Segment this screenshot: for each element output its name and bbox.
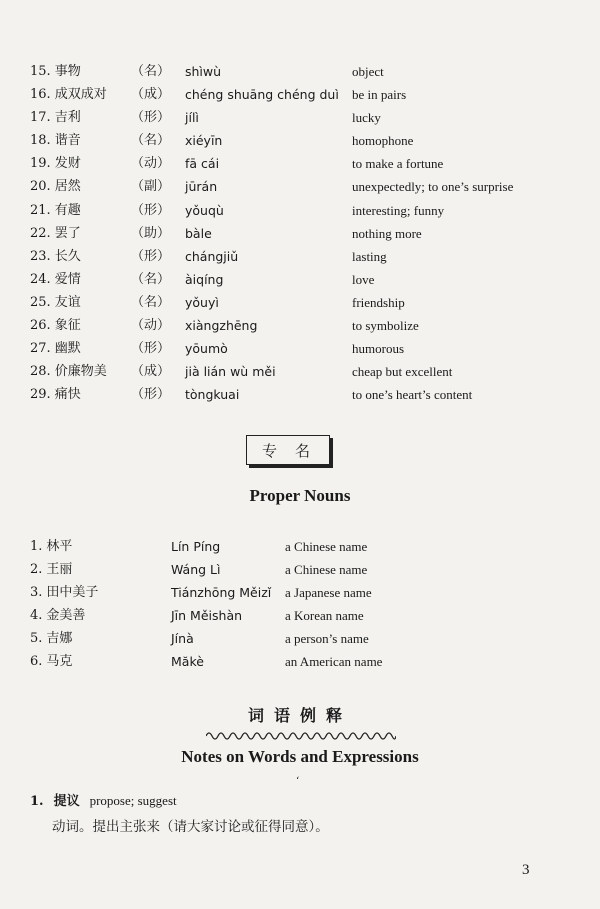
vocab-number-word: [30, 106, 81, 129]
vocab-number: 29.: [30, 387, 51, 403]
proper-noun-definition: a Chinese name: [285, 539, 368, 554]
proper-noun-word: 马克: [46, 654, 73, 670]
vocab-row: [0, 383, 600, 406]
vocab-word: 幽默: [54, 341, 81, 357]
vocab-number: 15.: [30, 64, 51, 79]
vocab-part-of-speech: （名）: [131, 64, 171, 79]
proper-noun-number-word: [30, 604, 85, 627]
proper-noun-number-word: [30, 627, 72, 650]
vocab-number-word: [30, 129, 81, 152]
vocab-number: 21.: [30, 202, 51, 218]
vocab-word: 爱情: [54, 271, 81, 287]
vocab-definition: object: [352, 64, 384, 79]
proper-nouns-list: [0, 535, 600, 674]
proper-noun-word: 吉娜: [46, 631, 73, 647]
vocab-part-of-speech: （形）: [131, 387, 171, 403]
notes-heading-cn: 词语例释: [247, 706, 352, 725]
vocab-number: 19.: [30, 156, 51, 172]
vocab-number: 25.: [30, 294, 51, 310]
proper-noun-number: 4.: [30, 608, 43, 624]
vocab-part-of-speech: （形）: [131, 110, 171, 126]
vocab-number-word: [30, 337, 81, 360]
proper-noun-word: 林平: [46, 539, 73, 554]
vocab-part-of-speech: （形）: [131, 248, 171, 264]
vocab-definition: lasting: [352, 248, 387, 264]
vocab-row: [0, 129, 600, 152]
proper-noun-row: [0, 604, 600, 627]
vocab-number-word: [30, 60, 81, 83]
vocabulary-list: [0, 60, 600, 406]
vocab-number: 28.: [30, 364, 51, 380]
vocab-row: [0, 314, 600, 337]
vocab-part-of-speech: （名）: [131, 133, 171, 149]
vocab-number: 22.: [30, 225, 51, 241]
note-entry-number: 1.: [30, 794, 44, 809]
vocab-number: 26.: [30, 318, 51, 334]
vocab-word: 居然: [54, 179, 81, 195]
proper-noun-number-word: [30, 650, 72, 673]
vocab-part-of-speech: （动）: [131, 156, 171, 172]
proper-noun-number: 3.: [30, 585, 43, 601]
vocab-pinyin: fā cái: [185, 156, 220, 172]
vocab-pinyin: xiéyīn: [185, 133, 223, 149]
proper-noun-row: [0, 627, 600, 650]
proper-nouns-heading-cn: 专名: [246, 435, 330, 465]
vocab-word: 成双成对: [54, 87, 107, 103]
vocab-row: [0, 83, 600, 106]
vocab-definition: unexpectedly; to one’s surprise: [352, 179, 514, 195]
vocab-row: [0, 337, 600, 360]
proper-noun-word: 王丽: [46, 562, 73, 578]
vocab-pinyin: jià lián wù měi: [185, 364, 276, 380]
vocab-part-of-speech: （成）: [131, 364, 171, 380]
notes-heading-en: Notes on Words and Expressions: [181, 747, 419, 766]
proper-noun-row: [0, 581, 600, 604]
vocab-part-of-speech: （动）: [131, 318, 171, 334]
note-entry-english: propose; suggest: [89, 793, 177, 808]
vocab-number-word: [30, 175, 81, 198]
vocab-row: [0, 60, 600, 83]
proper-noun-number: 6.: [30, 654, 43, 670]
proper-noun-number: 1.: [30, 539, 43, 554]
vocab-definition: interesting; funny: [352, 202, 445, 218]
vocab-number-word: [30, 83, 107, 106]
vocab-pinyin: yǒuyì: [185, 294, 219, 310]
vocab-definition: love: [352, 271, 375, 287]
vocab-definition: homophone: [352, 133, 414, 149]
proper-noun-pinyin: Măkè: [171, 654, 204, 670]
vocab-row: [0, 360, 600, 383]
vocab-definition: humorous: [352, 341, 404, 357]
vocab-pinyin: yǒuqù: [185, 202, 224, 218]
proper-nouns-heading-en: Proper Nouns: [249, 486, 351, 505]
vocab-part-of-speech: （形）: [131, 341, 171, 357]
vocab-word: 长久: [54, 248, 81, 264]
vocab-word: 罢了: [54, 225, 81, 241]
vocab-row: [0, 222, 600, 245]
vocab-word: 发财: [54, 156, 81, 172]
vocab-pinyin: jūrán: [185, 179, 218, 195]
vocab-word: 友谊: [54, 294, 81, 310]
vocab-word: 吉利: [54, 110, 81, 126]
vocab-pinyin: bàle: [185, 225, 212, 241]
vocab-number-word: [30, 291, 81, 314]
vocab-number-word: [30, 268, 81, 291]
vocab-pinyin: yōumò: [185, 341, 228, 357]
vocab-number: 24.: [30, 271, 51, 287]
vocab-number: 23.: [30, 248, 51, 264]
proper-noun-row: [0, 535, 600, 558]
vocab-part-of-speech: （副）: [131, 179, 171, 195]
vocab-pinyin: xiàngzhēng: [185, 318, 258, 334]
vocab-number: 17.: [30, 110, 51, 126]
proper-noun-pinyin: Jīn Měishàn: [171, 608, 243, 624]
proper-noun-definition: a Chinese name: [285, 562, 368, 578]
vocab-pinyin: àiqíng: [185, 271, 224, 287]
note-entry-definition: 动词。提出主张来（请大家讨论或征得同意）。: [52, 819, 329, 835]
vocab-word: 价廉物美: [54, 364, 107, 380]
proper-noun-word: 金美善: [46, 608, 86, 624]
stray-mark: ‘: [296, 776, 300, 787]
vocab-pinyin: chéng shuāng chéng duì: [185, 87, 339, 103]
proper-noun-definition: an American name: [285, 654, 383, 670]
vocab-row: [0, 245, 600, 268]
vocab-number-word: [30, 383, 81, 406]
vocab-part-of-speech: （名）: [131, 294, 171, 310]
proper-noun-definition: a Japanese name: [285, 585, 372, 601]
vocab-number-word: [30, 314, 81, 337]
vocab-number-word: [30, 199, 81, 222]
vocab-definition: lucky: [352, 110, 381, 126]
note-entry-1: [30, 790, 177, 809]
vocab-word: 痛快: [54, 387, 81, 403]
vocab-row: [0, 199, 600, 222]
decorative-wave-divider: [206, 730, 396, 742]
vocab-row: [0, 291, 600, 314]
vocab-row: [0, 152, 600, 175]
proper-noun-number-word: [30, 558, 72, 581]
vocab-word: 谐音: [54, 133, 81, 149]
proper-noun-row: [0, 650, 600, 673]
vocab-number: 20.: [30, 179, 51, 195]
proper-noun-number-word: [30, 535, 72, 558]
proper-noun-number-word: [30, 581, 98, 604]
note-entry-headword: 提议: [53, 794, 80, 809]
vocab-pinyin: chángjiǔ: [185, 248, 239, 264]
vocab-definition: friendship: [352, 294, 405, 310]
vocab-number-word: [30, 245, 81, 268]
proper-noun-number: 5.: [30, 631, 43, 647]
vocab-row: [0, 175, 600, 198]
vocab-pinyin: jílì: [185, 110, 199, 126]
vocab-number-word: [30, 222, 81, 245]
vocab-definition: to one’s heart’s content: [352, 387, 473, 403]
vocab-number: 16.: [30, 87, 51, 103]
vocab-pinyin: shìwù: [185, 64, 222, 79]
vocab-pinyin: tòngkuai: [185, 387, 240, 403]
vocab-part-of-speech: （助）: [131, 225, 171, 241]
proper-noun-pinyin: Tiánzhōng Měizǐ: [171, 585, 272, 601]
vocab-definition: nothing more: [352, 225, 422, 241]
vocab-word: 象征: [54, 318, 81, 334]
vocab-word: 事物: [54, 64, 81, 79]
proper-noun-number: 2.: [30, 562, 43, 578]
vocab-part-of-speech: （名）: [131, 271, 171, 287]
vocab-definition: be in pairs: [352, 87, 407, 103]
vocab-definition: to symbolize: [352, 318, 419, 334]
vocab-word: 有趣: [54, 202, 81, 218]
vocab-part-of-speech: （形）: [131, 202, 171, 218]
vocab-number-word: [30, 152, 81, 175]
proper-noun-definition: a person’s name: [285, 631, 369, 647]
page-number: 3: [522, 862, 530, 878]
proper-noun-pinyin: Wáng Lì: [171, 562, 221, 578]
proper-noun-row: [0, 558, 600, 581]
proper-noun-pinyin: Jínà: [171, 631, 194, 647]
vocab-number: 18.: [30, 133, 51, 149]
vocab-definition: cheap but excellent: [352, 364, 453, 380]
vocab-definition: to make a fortune: [352, 156, 444, 172]
vocab-part-of-speech: （成）: [131, 87, 171, 103]
proper-noun-definition: a Korean name: [285, 608, 364, 624]
vocab-row: [0, 268, 600, 291]
vocab-number-word: [30, 360, 107, 383]
vocab-number: 27.: [30, 341, 51, 357]
proper-noun-word: 田中美子: [46, 585, 99, 601]
proper-noun-pinyin: Lín Píng: [171, 539, 221, 554]
vocab-row: [0, 106, 600, 129]
